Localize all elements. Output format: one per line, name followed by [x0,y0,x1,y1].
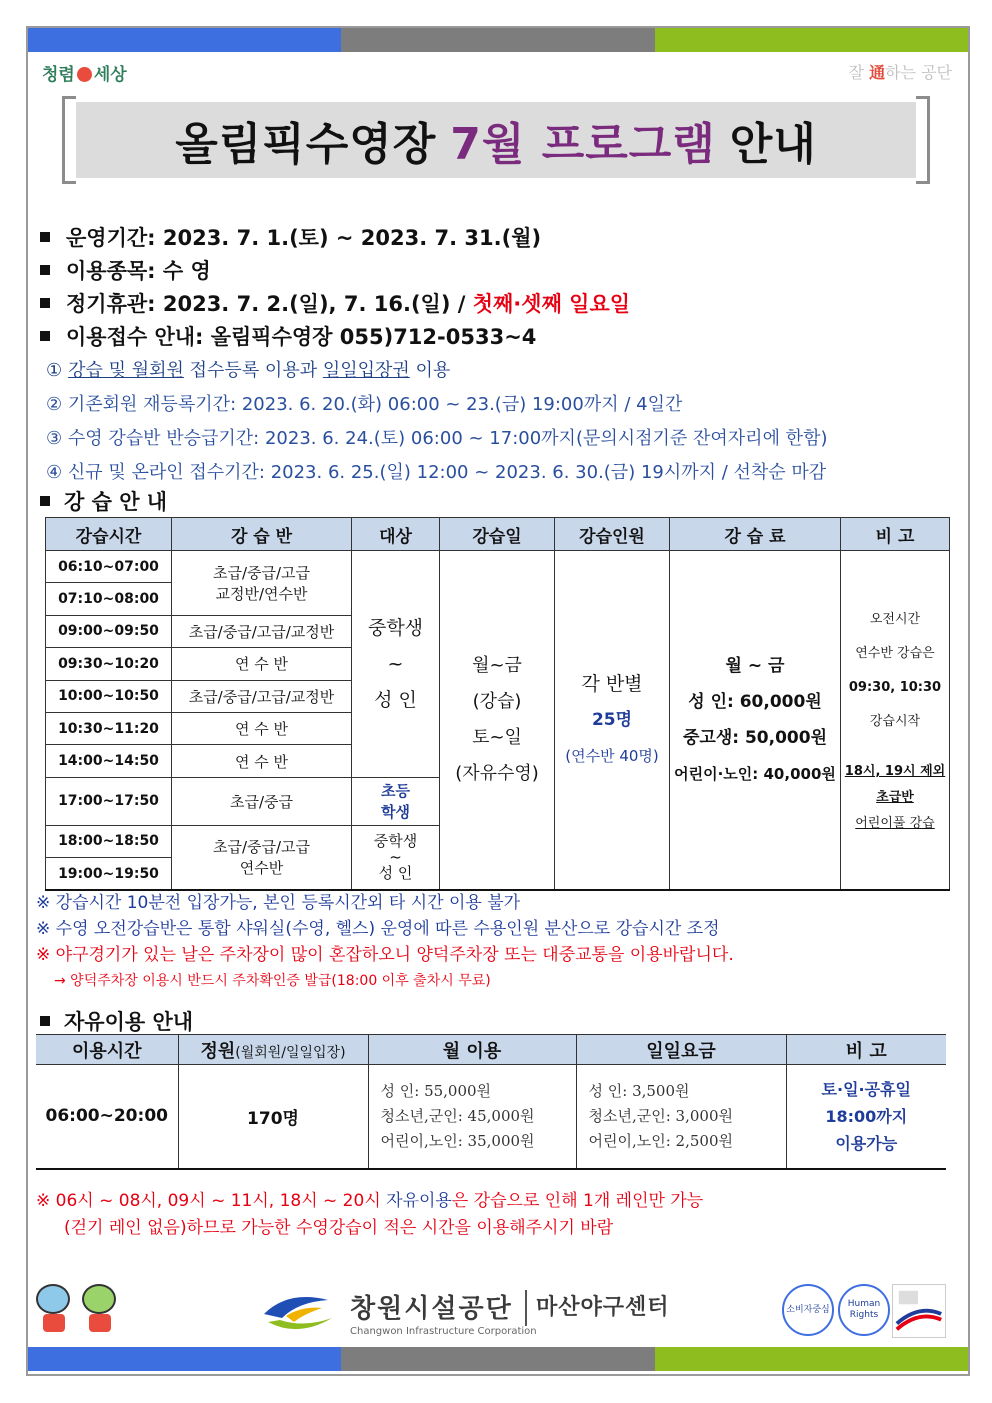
col-header: 이용시간 [36,1035,178,1065]
lesson-time: 09:00~09:50 [46,615,172,647]
free-monthly-fee: 성 인: 55,000원 청소년,군인: 45,000원 어린이,노인: 35,000원 [368,1065,576,1169]
note-text: ※ 강습시간 10분전 입장가능, 본인 등록시간외 타 시간 이용 불가 [36,893,521,913]
lesson-time: 10:30~11:20 [46,712,172,744]
col-header: 강습일 [440,518,555,551]
changwon-emblem-icon [258,1288,338,1340]
consumer-badge-icon: 소비자중심 [782,1284,834,1336]
free-table [36,1034,946,1170]
top-color-bar [28,28,968,52]
lesson-time: 10:00~10:50 [46,680,172,712]
info-period: 운영기간: 2023. 7. 1.(토) ~ 2023. 7. 31.(월) [40,222,960,255]
info-sub-3: ③ 수영 강습반 반승급기간: 2023. 6. 24.(토) 06:00 ~ 17:00까지(문의시점기준 잔여자리에 한함) [46,428,828,449]
info-list [40,222,960,490]
col-header: 일일요금 [576,1035,786,1065]
lesson-target-main: 중학생 ~ 성 인 [352,551,440,778]
info-sub-2: ② 기존회원 재등록기간: 2023. 6. 20.(화) 06:00 ~ 23.(금) 19:00까지 / 4일간 [46,394,683,415]
note-text: ※ 수영 오전강습반은 통합 샤워실(수영, 헬스) 운영에 따른 수용인원 분산으로 강습시간 조정 [36,919,720,939]
col-header: 강습인원 [555,518,670,551]
lesson-note: 오전시간 연수반 강습은 09:30, 10:30 강습시작 18시, 19시 제외 초급반 어린이풀 강습 [841,551,950,891]
free-daily-fee: 성 인: 3,500원 청소년,군인: 3,000원 어린이,노인: 2,500원 [576,1065,786,1169]
lesson-capacity: 각 반별 25명 (연수반 40명) [555,551,670,891]
certification-flag-icon [892,1284,946,1338]
info-item: 이용종목: 수 영 [40,255,960,288]
lesson-time: 06:10~07:00 [46,551,172,583]
lesson-target-eve: 중학생 ~ 성 인 [352,825,440,890]
info-contact: 이용접수 안내: 올림픽수영장 055)712-0533~4 [40,321,960,354]
lesson-class: 초급/중급/고급 연수반 [172,825,352,890]
info-sub-4: ④ 신규 및 온라인 접수기간: 2023. 6. 25.(일) 12:00 ~ 2023. 6. 30.(금) 19시까지 / 선착순 마감 [46,462,827,483]
col-header: 비 고 [786,1035,946,1065]
lesson-time: 07:10~08:00 [46,583,172,615]
lesson-heading: 강 습 안 내 [40,486,167,516]
lesson-target-elem: 초등 학생 [352,777,440,825]
org-name-en: Changwon Infrastructure Corporation [350,1326,537,1337]
lesson-class: 초급/중급 [172,777,352,825]
col-header: 정원(월회원/일일입장) [178,1035,368,1065]
col-header: 강습시간 [46,518,172,551]
lesson-time: 14:00~14:50 [46,745,172,777]
lesson-notes [36,890,734,994]
lesson-days: 월~금 (강습) 토~일 (자유수영) [440,551,555,891]
lesson-class: 초급/중급/고급/교정반 [172,680,352,712]
globe-icon [77,67,92,82]
lesson-class: 초급/중급/고급/교정반 [172,615,352,647]
clean-world-logo: 청렴 세상 [42,65,127,85]
bottom-color-bar [28,1347,968,1371]
page-title: 올림픽수영장 7월 프로그램 안내 [76,102,916,178]
info-sub-1: ① 강습 및 월회원 접수등록 이용과 일일입장권 이용 [46,360,451,381]
col-header: 강 습 반 [172,518,352,551]
lesson-class: 연 수 반 [172,712,352,744]
free-time: 06:00~20:00 [36,1065,178,1169]
free-note: 토·일·공휴일 18:00까지 이용가능 [786,1065,946,1169]
lesson-class: 연 수 반 [172,745,352,777]
col-header: 비 고 [841,518,950,551]
center-name: 마산야구센터 [536,1295,670,1320]
free-heading: 자유이용 안내 [40,1006,193,1036]
note-text: ※ 야구경기가 있는 날은 주차장이 많이 혼잡하오니 양덕주차장 또는 대중교통을 이용바랍니다. [36,945,734,965]
note-text: → 양덕주차장 이용시 반드시 주차확인증 발급(18:00 이후 출차시 무료) [54,973,491,989]
lesson-time: 09:30~10:20 [46,648,172,680]
org-name: 창원시설공단 [350,1294,513,1324]
slogan-logo: 잘 通하는 공단 [848,63,952,82]
lesson-time: 18:00~18:50 [46,825,172,857]
lesson-class: 초급/중급/고급 교정반/연수반 [172,551,352,616]
title-banner [62,96,930,184]
info-closed: 정기휴관: 2023. 7. 2.(일), 7. 16.(일) / 첫째·셋째 일요일 [40,288,960,321]
mascot-icon [36,1284,72,1334]
free-notes: ※ 06시 ~ 08시, 09시 ~ 11시, 18시 ~ 20시 자유이용은 강습으로 인해 1개 레인만 가능 (걷기 레인 없음)하므로 가능한 수영강습이 적은 시간을 이용해주시기 바람 [36,1191,704,1238]
lesson-table [45,517,950,891]
free-capacity: 170명 [178,1065,368,1169]
divider [525,1290,527,1326]
lesson-time: 19:00~19:50 [46,858,172,890]
col-header: 월 이용 [368,1035,576,1065]
lesson-class: 연 수 반 [172,648,352,680]
mascot-icon [82,1284,118,1334]
lesson-fee: 월 ~ 금 성 인: 60,000원 중고생: 50,000원 어린이·노인: 40,000원 [670,551,841,891]
human-rights-badge-icon: Human Rights [838,1284,890,1336]
col-header: 강 습 료 [670,518,841,551]
lesson-time: 17:00~17:50 [46,777,172,825]
col-header: 대상 [352,518,440,551]
